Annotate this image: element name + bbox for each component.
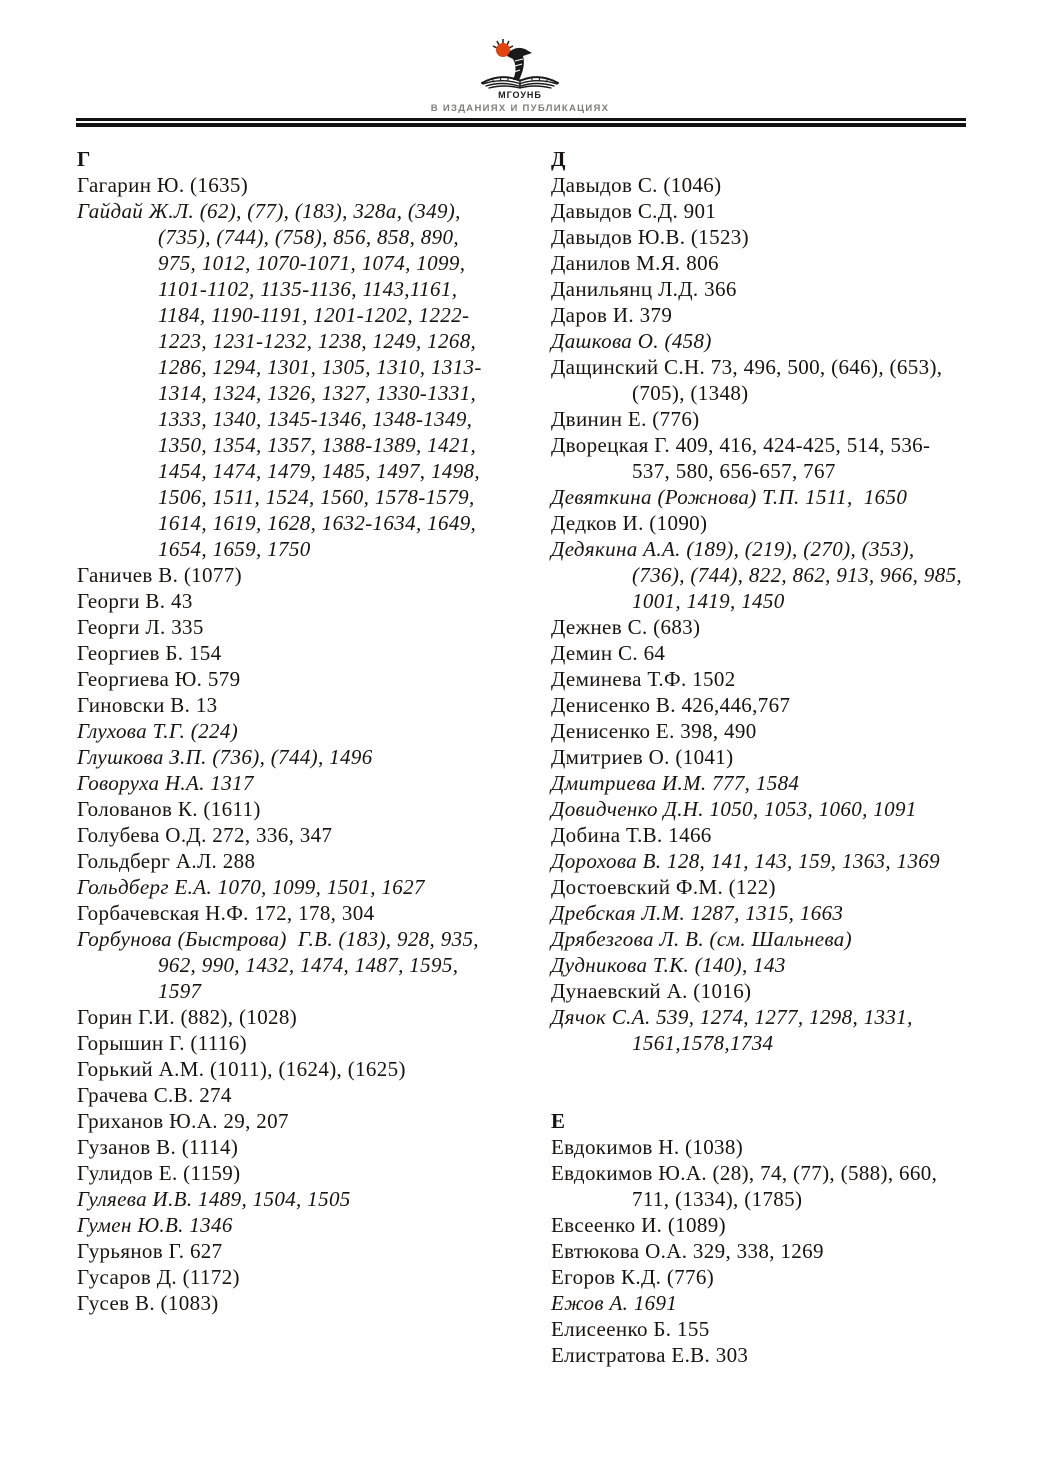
entry-line: 1350, 1354, 1357, 1388-1389, 1421, <box>158 433 477 457</box>
index-entry <box>551 796 991 822</box>
entry-line: 1561,1578,1734 <box>632 1031 774 1055</box>
entry-line: 711, (1334), (1785) <box>632 1187 803 1211</box>
entry-line: Гольдберг А.Л. 288 <box>77 849 256 873</box>
entry-line: Даров И. 379 <box>551 303 673 327</box>
entry-line: Давыдов С. (1046) <box>551 173 722 197</box>
index-entry <box>77 848 517 874</box>
logo-emblem-icon <box>478 38 562 92</box>
index-entry <box>77 1186 517 1212</box>
entry-line: Горин Г.И. (882), (1028) <box>77 1005 298 1029</box>
entry-line: Гриханов Ю.А. 29, 207 <box>77 1109 289 1133</box>
index-entry <box>77 614 517 640</box>
index-entry <box>77 1004 517 1030</box>
index-entry <box>551 406 991 432</box>
entry-line: (736), (744), 822, 862, 913, 966, 985, <box>632 563 963 587</box>
index-entry <box>551 510 991 536</box>
index-entry <box>551 1160 991 1212</box>
index-entry <box>77 822 517 848</box>
entry-line: 1184, 1190-1191, 1201-1202, 1222- <box>158 303 470 327</box>
index-entry <box>77 666 517 692</box>
logo-caption: В ИЗДАНИЯХ И ПУБЛИКАЦИЯХ <box>430 103 610 114</box>
open-book-icon <box>482 77 558 88</box>
entry-line: 1333, 1340, 1345-1346, 1348-1349, <box>158 407 473 431</box>
index-entry <box>551 614 991 640</box>
entry-line: Демин С. 64 <box>551 641 666 665</box>
index-entry <box>77 198 517 562</box>
index-entry <box>551 978 991 1004</box>
entry-line: 1314, 1324, 1326, 1327, 1330-1331, <box>158 381 477 405</box>
index-entry <box>551 250 991 276</box>
index-entry <box>551 848 991 874</box>
index-entry <box>77 900 517 926</box>
index-entry <box>77 1212 517 1238</box>
entry-line: Довидченко Д.Н. 1050, 1053, 1060, 1091 <box>551 797 917 821</box>
index-column-right <box>551 146 991 1368</box>
index-column-left <box>77 146 517 1316</box>
entry-line: Двинин Е. (776) <box>551 407 700 431</box>
entry-line: 1654, 1659, 1750 <box>158 537 311 561</box>
entry-line: Грачева С.В. 274 <box>77 1083 232 1107</box>
index-entry <box>77 926 517 1004</box>
index-entry <box>551 1316 991 1342</box>
index-entry <box>551 1264 991 1290</box>
index-entry <box>551 432 991 484</box>
entry-line: Деминева Т.Ф. 1502 <box>551 667 736 691</box>
index-entry <box>77 640 517 666</box>
entry-line: Глухова Т.Г. (224) <box>77 719 239 743</box>
index-entry <box>551 900 991 926</box>
index-entry <box>77 692 517 718</box>
entry-line: 962, 990, 1432, 1474, 1487, 1595, <box>158 953 459 977</box>
entry-line: Гольдберг Е.А. 1070, 1099, 1501, 1627 <box>77 875 425 899</box>
index-entry <box>551 640 991 666</box>
entry-line: Данилов М.Я. 806 <box>551 251 719 275</box>
index-entry <box>551 822 991 848</box>
index-entry <box>551 1004 991 1056</box>
entry-line: Денисенко Е. 398, 490 <box>551 719 757 743</box>
entry-line: Дребская Л.М. 1287, 1315, 1663 <box>551 901 844 925</box>
entry-line: Дудникова Т.К. (140), 143 <box>551 953 786 977</box>
index-entry <box>77 718 517 744</box>
entry-line: Дежнев С. (683) <box>551 615 701 639</box>
entry-line: Глушкова З.П. (736), (744), 1496 <box>77 745 373 769</box>
entry-line: Георги В. 43 <box>77 589 193 613</box>
logo-acronym: МГОУНБ <box>498 90 542 100</box>
entry-line: Елисеенко Б. 155 <box>551 1317 710 1341</box>
entry-line: Горький А.М. (1011), (1624), (1625) <box>77 1057 406 1081</box>
entry-line: Достоевский Ф.М. (122) <box>551 875 776 899</box>
entry-line: 1614, 1619, 1628, 1632-1634, 1649, <box>158 511 477 535</box>
index-entry <box>77 874 517 900</box>
entry-line: 537, 580, 656-657, 767 <box>632 459 836 483</box>
index-entry <box>77 1056 517 1082</box>
entry-line: Дрябезгова Л. В. (см. Шальнева) <box>551 927 852 951</box>
entry-line: Дмитриева И.М. 777, 1584 <box>551 771 800 795</box>
bird-icon <box>507 48 532 80</box>
entry-line: Голубева О.Д. 272, 336, 347 <box>77 823 333 847</box>
index-entry <box>77 1290 517 1316</box>
index-entry <box>77 588 517 614</box>
index-entry <box>77 562 517 588</box>
entry-line: Голованов К. (1611) <box>77 797 261 821</box>
entry-line: Девяткина (Рожнова) Т.П. 1511, 1650 <box>551 485 908 509</box>
entry-line: Гусаров Д. (1172) <box>77 1265 240 1289</box>
entry-line: Данильянц Л.Д. 366 <box>551 277 737 301</box>
index-entry <box>551 952 991 978</box>
index-entry <box>551 744 991 770</box>
entry-line: (705), (1348) <box>632 381 749 405</box>
entry-line: Дедков И. (1090) <box>551 511 708 535</box>
entry-line: Гурьянов Г. 627 <box>77 1239 223 1263</box>
entry-line: Дмитриев О. (1041) <box>551 745 734 769</box>
entry-line: Дашкова О. (458) <box>551 329 712 353</box>
index-entry <box>551 224 991 250</box>
index-entry <box>77 1082 517 1108</box>
entry-line: Гумен Ю.В. 1346 <box>77 1213 233 1237</box>
index-entry <box>551 302 991 328</box>
index-entry <box>551 1238 991 1264</box>
section-gap <box>551 1056 991 1108</box>
entry-line: 1286, 1294, 1301, 1305, 1310, 1313- <box>158 355 482 379</box>
index-entry <box>77 744 517 770</box>
entry-line: 1454, 1474, 1479, 1485, 1497, 1498, <box>158 459 480 483</box>
index-entry <box>551 276 991 302</box>
index-entry <box>551 1290 991 1316</box>
entry-line: Георгиев Б. 154 <box>77 641 222 665</box>
entry-line: Дунаевский А. (1016) <box>551 979 752 1003</box>
entry-line: Гиновски В. 13 <box>77 693 218 717</box>
entry-line: Добина Т.В. 1466 <box>551 823 712 847</box>
entry-line: Дедякина А.А. (189), (219), (270), (353), <box>551 537 915 561</box>
section-letter: Г <box>77 147 91 171</box>
index-entry <box>77 1134 517 1160</box>
entry-line: 1001, 1419, 1450 <box>632 589 785 613</box>
entry-line: Ежов А. 1691 <box>551 1291 678 1315</box>
entry-line: Дорохова В. 128, 141, 143, 159, 1363, 1369 <box>551 849 940 873</box>
index-entry <box>77 1108 517 1134</box>
entry-line: Егоров К.Д. (776) <box>551 1265 715 1289</box>
entry-line: 1223, 1231-1232, 1238, 1249, 1268, <box>158 329 477 353</box>
index-entry <box>551 666 991 692</box>
entry-line: Горышин Г. (1116) <box>77 1031 247 1055</box>
section-letter: Е <box>551 1109 566 1133</box>
header-divider <box>76 118 966 127</box>
entry-line: (735), (744), (758), 856, 858, 890, <box>158 225 459 249</box>
entry-line: 1506, 1511, 1524, 1560, 1578-1579, <box>158 485 475 509</box>
entry-line: Гусев В. (1083) <box>77 1291 219 1315</box>
entry-line: Гуляева И.В. 1489, 1504, 1505 <box>77 1187 351 1211</box>
index-entry <box>77 1238 517 1264</box>
index-entry <box>551 484 991 510</box>
entry-line: Гагарин Ю. (1635) <box>77 173 249 197</box>
entry-line: Евтюкова О.А. 329, 338, 1269 <box>551 1239 824 1263</box>
entry-line: Гузанов В. (1114) <box>77 1135 239 1159</box>
entry-line: Горбачевская Н.Ф. 172, 178, 304 <box>77 901 375 925</box>
index-entry <box>77 1264 517 1290</box>
index-entry <box>551 1342 991 1368</box>
entry-line: Денисенко В. 426,446,767 <box>551 693 791 717</box>
entry-line: Дячок С.А. 539, 1274, 1277, 1298, 1331, <box>551 1005 913 1029</box>
entry-line: Гулидов Е. (1159) <box>77 1161 241 1185</box>
index-entry <box>77 1030 517 1056</box>
entry-line: Дворецкая Г. 409, 416, 424-425, 514, 536- <box>551 433 931 457</box>
index-entry <box>77 770 517 796</box>
index-entry <box>551 770 991 796</box>
index-entry <box>551 692 991 718</box>
index-entry <box>551 172 991 198</box>
index-entry <box>551 926 991 952</box>
entry-line: Горбунова (Быстрова) Г.В. (183), 928, 935, <box>77 927 479 951</box>
entry-line: Евдокимов Н. (1038) <box>551 1135 744 1159</box>
index-entry <box>551 198 991 224</box>
entry-line: Говоруха Н.А. 1317 <box>77 771 254 795</box>
entry-line: 1101-1102, 1135-1136, 1143,1161, <box>158 277 458 301</box>
index-entry <box>77 172 517 198</box>
entry-line: Евсеенко И. (1089) <box>551 1213 726 1237</box>
index-entry <box>551 354 991 406</box>
entry-line: Елистратова Е.В. 303 <box>551 1343 749 1367</box>
entry-line: Давыдов Ю.В. (1523) <box>551 225 749 249</box>
entry-line: Георги Л. 335 <box>77 615 204 639</box>
index-entry <box>551 1212 991 1238</box>
index-entry <box>551 536 991 614</box>
index-entry <box>551 718 991 744</box>
section-letter: Д <box>551 147 566 171</box>
entry-line: 975, 1012, 1070-1071, 1074, 1099, <box>158 251 466 275</box>
entry-line: Ганичев В. (1077) <box>77 563 242 587</box>
index-entry <box>77 796 517 822</box>
entry-line: Георгиева Ю. 579 <box>77 667 241 691</box>
entry-line: Гайдай Ж.Л. (62), (77), (183), 328а, (349), <box>77 199 461 223</box>
index-entry <box>551 328 991 354</box>
index-entry <box>551 1134 991 1160</box>
entry-line: Дащинский С.Н. 73, 496, 500, (646), (653), <box>551 355 943 379</box>
index-entry <box>551 874 991 900</box>
index-entry <box>77 1160 517 1186</box>
entry-line: Давыдов С.Д. 901 <box>551 199 717 223</box>
entry-line: 1597 <box>158 979 202 1003</box>
entry-line: Евдокимов Ю.А. (28), 74, (77), (588), 660, <box>551 1161 938 1185</box>
